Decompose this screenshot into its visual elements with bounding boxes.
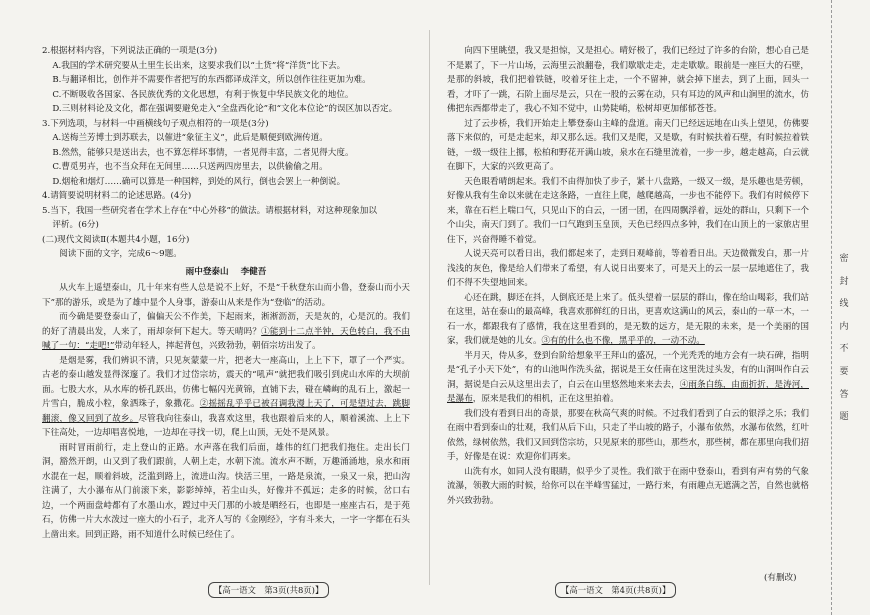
underlined-sentence-4: ④雨条白练，由面折折，是涛河，是瀑布 [447,379,809,404]
article-paragraph-9 [447,291,809,349]
option-b: B.然然，能够只是送出去，也不算怎样坏事情，一者见得丰富，二者见得大度。 [52,147,354,158]
source-note: (有删改) [764,573,797,583]
right-column [447,44,809,508]
paragraph-text: 尽管我向往泰山，我喜欢这里，我也跟着后来的人，顺着溪流、上上下下往高处，一边却唱喜悦地，一边却在寻找一切，爬上山顶，无处不是风景。 [42,413,410,438]
seal-margin-label: 密封线内不要答题 [839,254,849,423]
option-d: D.烟枪和烟灯……确可以算是一种国粹，到处的风行，倒也会罢上一种倒说。 [52,176,346,187]
article-paragraph-7: 天色眼看晴朗起来。我们不由得加快了步子，紧十八盘路，一级又一级，是乐趣也是劳顿，好像从我有生命以来就在走这条路，一直往上爬，越爬越高，一步也不能停下。我们有时候停下来，靠在石栏上喘口气，只见山下的白云，一团一团，在四周飘浮着，远处的群山，只剩下一个个山尖，南天门到了。我们一口气跑到玉皇顶，天色已经四点多钟，我们在山顶上的一家旅店里住下，兴奋得睡不着觉。 [447,176,809,245]
article-paragraph-10 [447,349,809,407]
option-d: D.三则材料论及文化，都在强调要避免走入“全盘西化论”和“文化本位论”的误区加以否定。 [52,104,398,114]
article-paragraph-5: 向四下里眺望，我又是担惊，又是担心。晴好极了，我们已经过了许多的台阶，想心自己是不是累了，下一片山场，云海里云浪翻卷，我们歇歇走走，走走歇歇。眼前是一座巨大的石壁，是那的斜坡，我们把着铁链，咬着牙往上走，一个不留神，就会掉下崖去，到了上面，回头一看，才吓了一跳，石阶上面尽是云，只在一股的云雾在动，只有耳边的风声和山涧里的流水，仿佛把东西都带走了，我心不知不觉中，山势陡峭，松树却更加郁郁苍苍。 [447,46,809,114]
paragraph-text: ，原来是我们的相机，正在这里拍着。 [472,394,619,404]
column-divider [429,30,430,585]
reading-instruction: 阅读下面的文字，完成6～9题。 [59,249,182,259]
question-5-line-2: 评析。(6分) [52,220,99,230]
paragraph-text: 而今确是要登泰山了，偏偏天公不作美，下起雨来，淅淅沥沥，天是灰的，心是沉的。我们的好了清晨出发，人来了，雨却奈何下起大。等天晴吗？ [42,312,410,337]
question-stem: 2.根据材料内容，下列说法正确的一项是(3分) [42,46,218,56]
question-5-line-1: 5.当下，我国一些研究者在学术上存在“中心外移”的做法。请根据材料，对这种现象加以 [42,205,377,216]
section-heading: (二)现代文阅读Ⅱ(本题共4小题，16分) [42,234,190,245]
paragraph-text: 心还在跳，脚还在抖，人倒底还是上来了。低头望着一层层的群山，像在给山喝彩，我们站在这里，站在泰山的最高峰，我喜欢那鲜红的日出，更喜欢这满山的风云，泰山的一草一木，一石一水，都跟我有了感情，我在这里看到的，是无数的远方，是无限的未来，是一个美丽的国家，我们就是她的儿女。 [447,292,809,346]
seal-line [831,0,832,615]
article-paragraph-11: 我们没有看到日出的奇景，那要在秋高气爽的时候。不过我们看到了白云的银浮之乐；我们在雨中看到泰山的壮观，我们从后下山，只走了半山坡的路子，小瀑布依然，水瀑布依然，红叶依然，绿树依然，我们又回到岱宗坊，只见原来的那些山，那些水，那些树，都在那里向我们招手，好像是在说：欢迎你们再来。 [447,408,809,462]
paragraph-text: 是烟是雾，我们辨识不清，只见灰蒙蒙一片，把老大一座高山，上上下下，罩了一个严实。古老的泰山越发显得深邃了。我们才过岱宗坊，震天的“吼声”就把我们吸引到虎山水库的大坝前面。七股大水，从水库的桥孔跃出，仿佛七幅闪光黄锦，直铺下去，碰在嶙峋的乱石上，激起一片雪白，脆成小粒，象洒珠子，象撒花。 [42,355,410,409]
article-paragraph-12: 山洗有水，如同人没有眼睛，似乎少了灵性。我们欲于在雨中登泰山，看到有声有势的气象流瀑，领教大雨的时候，给你可以在半峰雪猛过，一路行来，有雨趣点无遮满之苦，自然也就格外兴致勃勃。 [447,466,809,506]
article-paragraph-3 [42,354,410,441]
article-paragraph-6: 过了云步桥，我们开始走上攀登泰山主峰的盘道。南天门已经远远地在山头上望见，仿佛要落下来似的，可是走起来，却又那么远。我们又是爬，又是歇，有时候扶着石壁，有时候拉着铁链，一级一级往上挪，松柏和野花开满山坡，泉水在石缝里流着，一步一步，越走越高，白云就在脚下，大家的兴致更高了。 [447,118,809,172]
paragraph-text: 半月天，侍从多，登到台阶给想象平王拜山的盛况，一个光秃秃的地方会有一块石碑，指明是“孔子小天下处”，有的山池叫作洗头盆，据说是王女任南在这里洗过头发，有的山洞叫作白云洞，据说是白云从这里出去了，白云在山里悠然地来来去去， [447,350,809,390]
option-a: A.送梅兰芳博士到苏联去，以催进“象征主义”，此后是顺便到欧洲传道。 [52,133,328,143]
page-footer-right: 【高一语文 第4页(共8页)】 [555,582,676,598]
seal-margin [819,0,870,615]
article-paragraph-8: 人说天亮可以看日出，我们都起来了，走到日观峰前，等着看日出。天边微微发白，那一片浅浅的灰色，像是给人们带来了希望，有人说日出要来了，可是天上的云一层一层地遮住了，我们不得不失望地回来。 [447,249,809,288]
paragraph-text: 带动年轻人，摔起背包，兴致勃勃，朝佰宗坊出发了。 [114,341,321,351]
option-a: A.我国的学术研究要从土里生长出来，这要求我们以“土货”将“洋货”比下去。 [52,60,346,71]
underlined-sentence-3: ③有的什么也不像，黑乎乎的，一动不动。 [541,336,705,346]
option-c: C.曹觅男卉，也不当众拜在无间里……只送两四房里去，以供偷偷之用。 [52,162,328,172]
article-paragraph-2 [42,310,410,354]
option-b: B.与翻译相比，创作并不需要作者把写的东西都译成洋文，所以创作往往更加为难。 [52,75,371,85]
article-title: 雨中登泰山 [185,266,229,277]
underlined-sentence-2: ②摇摇乱乎乎已被召调我漫上天了，可是望过去，跳脚翻滚，像又回到了故乡。 [42,399,410,424]
page-footer-left: 【高一语文 第3页(共8页)】 [208,582,329,598]
article-paragraph-1: 从火车上遥望泰山，几十年来有些人总是说不上好，不是“千秋登东山而小鲁，登泰山而小天下”那的游乐，或是为了雄中显个人身事，游泰山从来是作为“登临”的活动。 [42,283,410,308]
underlined-sentence-1: ①能到十二点半钟，天色转白，我不由喊了一句：“走吧!” [42,326,410,351]
question-4: 4.请简要说明材料二的论述思路。(4分) [42,191,192,201]
article-author: 李健吾 [240,266,267,277]
question-stem: 3.下列选项，与材料一中画横线句子观点相符的一项是(3分) [42,118,269,129]
question-3 [42,117,410,190]
option-c: C.不断吸收各国家、各民族优秀的文化思想，有利于恢复中华民族文化的地位。 [52,89,354,100]
left-column [42,44,410,542]
article-title-line [42,265,410,280]
article-paragraph-4: 雨时冒雨前行，走上登山的正路。水声落在我们后面，雄伟的红门把我们拖住。走出长门洞，豁然开朗，山又到了我们跟前，人朝上走，水朝下流。流水声不断，万趣涌涌地，泉水和雨水混在一起，顺着斜坡，泛滥到路上，流进山沟。快活三里，一路是泉流，一泉又一泉，把山沟注满了，大小瀑布从门前滚下来，影影绰绰，若尘山头，好像并不孤远；走多的时候，岔口右边，一个两面盘峙都有了水墨山水，蹚过中天门那的小坡是晒经石，也即是一座座古石，是于苑石，仿佛一片大水泼过一座大的小石子，北齐人写的《金刚经》，字有斗来大，一字一字都在石头上凿出来。回到正路，雨不知道什么时候已经住了。 [42,442,410,540]
question-2 [42,44,410,117]
